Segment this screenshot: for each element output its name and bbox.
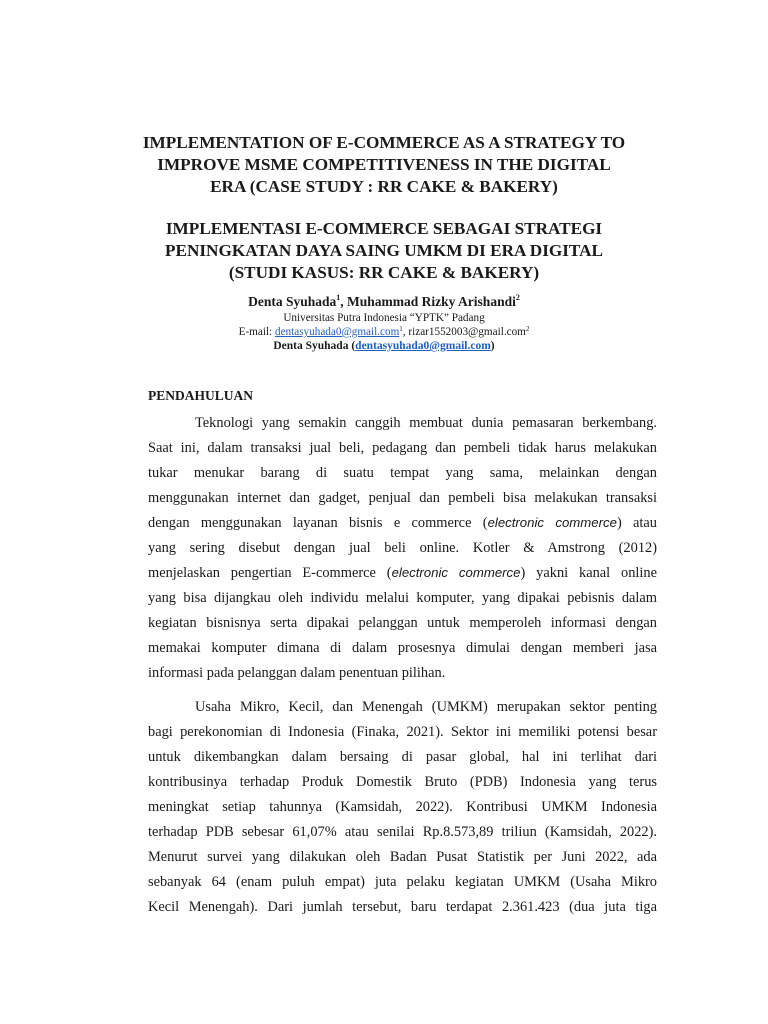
paragraph-text: dengan menggunakan layanan bisnis e commerce (	[148, 515, 488, 531]
title-english-line: IMPROVE MSME COMPETITIVENESS IN THE DIGITAL	[157, 155, 611, 174]
paragraph-line: sebanyak 64 (enam puluh empat) juta pelaku kegiatan UMKM (Usaha Mikro	[148, 874, 657, 890]
paragraph-line: Menurut survei yang dilakukan oleh Badan Pusat Statistik per Juni 2022, ada	[148, 849, 657, 865]
paragraph-line: Kecil Menengah). Dari jumlah tersebut, baru terdapat 2.361.423 (dua juta tiga	[148, 899, 657, 915]
emphasis-text: electronic commerce	[487, 515, 617, 530]
corresponding-name: Denta Syuhada (	[273, 340, 356, 352]
title-indonesian-line: (STUDI KASUS: RR CAKE & BAKERY)	[228, 263, 540, 282]
paragraph-line: informasi pada pelanggan dalam penentuan pilihan.	[148, 665, 446, 681]
paragraph-line: memakai komputer dimana di dalam prosesnya dimulai dengan memberi jasa	[148, 640, 657, 656]
paragraph-line: tukar menukar barang di suatu tempat yang sama, melainkan dengan	[148, 465, 657, 481]
paragraph-line-mixed	[148, 513, 657, 533]
paragraph-text: ) yakni kanal online	[520, 565, 657, 581]
paragraph-line: untuk dikembangkan dalam bersaing di pasar global, hal ini terlihat dari	[148, 749, 657, 765]
title-indonesian-line: IMPLEMENTASI E-COMMERCE SEBAGAI STRATEGI	[165, 219, 603, 238]
paragraph-text: ) atau	[616, 515, 658, 531]
affiliation: Universitas Putra Indonesia “YPTK” Padang	[283, 312, 485, 324]
author-superscript: 1	[336, 293, 341, 302]
paragraph-text: menjelaskan pengertian E-commerce (	[148, 565, 392, 581]
email-superscript: 1	[399, 325, 403, 333]
paragraph-line: meningkat setiap tahunnya (Kamsidah, 2022). Kontribusi UMKM Indonesia	[148, 799, 657, 815]
emphasis-text: electronic commerce	[391, 565, 521, 580]
paragraph-line: menggunakan internet dan gadget, penjual dan pembeli bisa melakukan transaksi	[148, 490, 657, 506]
paragraph-line-mixed	[148, 563, 657, 583]
paragraph-line: bagi perekonomian di Indonesia (Finaka, 2021). Sektor ini memiliki potensi besar	[148, 724, 657, 740]
paragraph-line: Teknologi yang semakin canggih membuat dunia pemasaran berkembang.	[195, 415, 657, 431]
title-english	[110, 132, 658, 198]
title-indonesian-line: PENINGKATAN DAYA SAING UMKM DI ERA DIGITAL	[164, 241, 603, 260]
paragraph-line: kegiatan bisnisnya serta dipakai pelanggan untuk memperoleh informasi dengan	[148, 615, 657, 631]
email-link[interactable]: dentasyuhada0@gmail.com	[274, 326, 400, 338]
author-name: Muhammad Rizky Arishandi	[347, 294, 516, 309]
paragraph-line: terhadap PDB sebesar 61,07% atau senilai Rp.8.573,89 triliun (Kamsidah, 2022).	[148, 824, 657, 840]
corresponding-email-link[interactable]: dentasyuhada0@gmail.com	[355, 340, 491, 352]
paragraph-line: Usaha Mikro, Kecil, dan Menengah (UMKM) merupakan sektor penting	[195, 699, 657, 715]
corresponding-close: )	[490, 340, 495, 352]
paragraph-line: kontribusinya terhadap Produk Domestik Bruto (PDB) Indonesia yang terus	[148, 774, 657, 790]
author-superscript: 2	[515, 293, 520, 302]
corresponding-author	[110, 339, 658, 353]
section-heading: PENDAHULUAN	[148, 388, 254, 403]
email-text: rizar1552003@gmail.com	[408, 326, 526, 338]
title-indonesian	[110, 218, 658, 284]
paragraph-line: yang bisa dijangkau oleh individu melalui komputer, yang dipakai pebisnis dalam	[148, 590, 657, 606]
author-list	[110, 293, 658, 311]
email-prefix: E-mail:	[238, 326, 275, 338]
paragraph-line: yang sering disebut dengan jual beli online. Kotler & Amstrong (2012)	[148, 540, 657, 556]
author-name: Denta Syuhada	[248, 294, 337, 309]
email-superscript: 2	[525, 325, 530, 333]
email-separator: ,	[402, 326, 409, 338]
email-line	[110, 325, 658, 339]
title-english-line: ERA (CASE STUDY : RR CAKE & BAKERY)	[210, 177, 558, 196]
title-english-line: IMPLEMENTATION OF E-COMMERCE AS A STRATEGY TO	[142, 133, 626, 152]
author-separator: ,	[340, 294, 348, 309]
paragraph-line: Saat ini, dalam transaksi jual beli, pedagang dan pembeli tidak harus melakukan	[148, 440, 657, 456]
